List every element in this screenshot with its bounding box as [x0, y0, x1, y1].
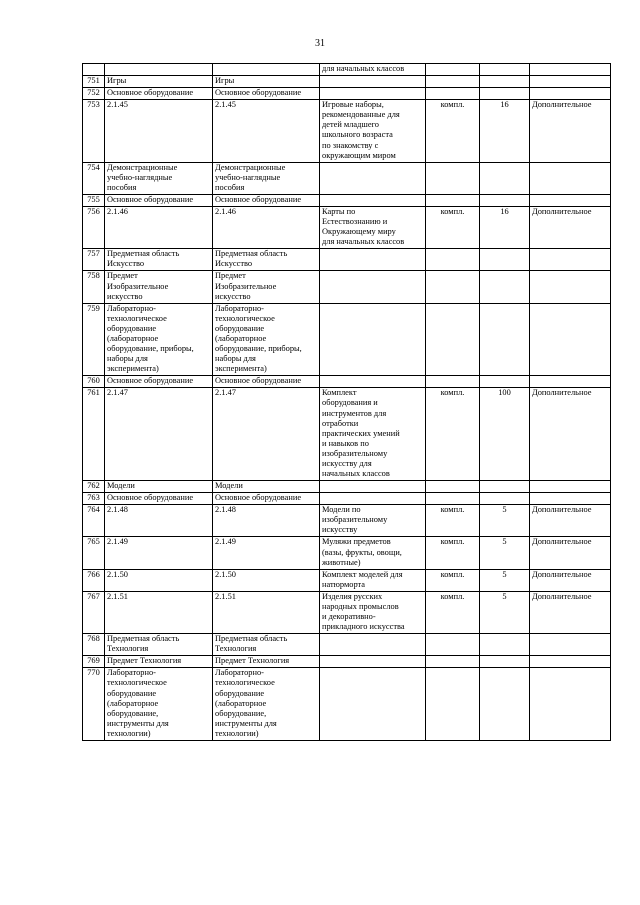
- row-number-cell: 757: [83, 249, 105, 271]
- quantity-cell: [480, 656, 530, 668]
- quantity-cell: [480, 88, 530, 100]
- section-code-2-cell: Лабораторно- технологическое оборудование (лабораторное оборудование, приборы, наборы для эксперимента): [213, 303, 320, 376]
- unit-cell: [426, 668, 480, 741]
- row-number-cell: 765: [83, 537, 105, 569]
- row-number-cell: 764: [83, 505, 105, 537]
- equipment-type-cell: [530, 271, 611, 303]
- equipment-type-cell: Дополнительное: [530, 388, 611, 481]
- section-code-2-cell: 2.1.49: [213, 537, 320, 569]
- quantity-cell: 100: [480, 388, 530, 481]
- section-code-cell: Основное оборудование: [105, 194, 213, 206]
- unit-cell: [426, 376, 480, 388]
- table-row: [83, 76, 611, 88]
- section-code-cell: Лабораторно- технологическое оборудование (лабораторное оборудование, приборы, наборы для эксперимента): [105, 303, 213, 376]
- section-code-cell: Основное оборудование: [105, 88, 213, 100]
- row-number-cell: 766: [83, 569, 105, 591]
- table-row: [83, 505, 611, 537]
- item-name-cell: [320, 481, 426, 493]
- section-code-cell: Предмет Изобразительное искусство: [105, 271, 213, 303]
- section-code-2-cell: Модели: [213, 481, 320, 493]
- section-code-2-cell: Предмет Технология: [213, 656, 320, 668]
- item-name-cell: [320, 376, 426, 388]
- equipment-type-cell: [530, 162, 611, 194]
- item-name-cell: [320, 271, 426, 303]
- equipment-type-cell: [530, 668, 611, 741]
- equipment-type-cell: Дополнительное: [530, 569, 611, 591]
- section-code-cell: 2.1.45: [105, 100, 213, 162]
- equipment-type-cell: Дополнительное: [530, 100, 611, 162]
- row-number-cell: 759: [83, 303, 105, 376]
- section-code-cell: 2.1.50: [105, 569, 213, 591]
- unit-cell: [426, 76, 480, 88]
- section-code-cell: 2.1.47: [105, 388, 213, 481]
- table-row: [83, 88, 611, 100]
- section-code-cell: Предмет Технология: [105, 656, 213, 668]
- item-name-cell: Модели по изобразительному искусству: [320, 505, 426, 537]
- row-number-cell: 762: [83, 481, 105, 493]
- item-name-cell: [320, 88, 426, 100]
- table-row: [83, 249, 611, 271]
- table-row: [83, 162, 611, 194]
- section-code-cell: 2.1.48: [105, 505, 213, 537]
- table-row: [83, 376, 611, 388]
- quantity-cell: [480, 376, 530, 388]
- section-code-2-cell: Основное оборудование: [213, 88, 320, 100]
- quantity-cell: [480, 493, 530, 505]
- section-code-cell: Основное оборудование: [105, 376, 213, 388]
- section-code-2-cell: 2.1.46: [213, 207, 320, 249]
- equipment-type-cell: [530, 656, 611, 668]
- section-code-2-cell: 2.1.50: [213, 569, 320, 591]
- table-row: [83, 493, 611, 505]
- unit-cell: [426, 88, 480, 100]
- equipment-type-cell: Дополнительное: [530, 537, 611, 569]
- unit-cell: [426, 271, 480, 303]
- unit-cell: компл.: [426, 388, 480, 481]
- item-name-cell: [320, 76, 426, 88]
- item-name-cell: [320, 634, 426, 656]
- quantity-cell: [480, 162, 530, 194]
- equipment-type-cell: [530, 76, 611, 88]
- table-row: [83, 64, 611, 76]
- table-row: [83, 207, 611, 249]
- item-name-cell: [320, 493, 426, 505]
- section-code-2-cell: Предметная область Искусство: [213, 249, 320, 271]
- section-code-2-cell: 2.1.45: [213, 100, 320, 162]
- equipment-type-cell: Дополнительное: [530, 207, 611, 249]
- row-number-cell: 760: [83, 376, 105, 388]
- unit-cell: компл.: [426, 591, 480, 633]
- section-code-2-cell: Демонстрационные учебно-наглядные пособия: [213, 162, 320, 194]
- equipment-type-cell: [530, 64, 611, 76]
- unit-cell: компл.: [426, 537, 480, 569]
- row-number-cell: [83, 64, 105, 76]
- item-name-cell: Комплект моделей для натюрморта: [320, 569, 426, 591]
- section-code-2-cell: Лабораторно- технологическое оборудование (лабораторное оборудование, инструменты для технологии): [213, 668, 320, 741]
- quantity-cell: [480, 249, 530, 271]
- unit-cell: компл.: [426, 100, 480, 162]
- item-name-cell: Игровые наборы, рекомендованные для детей младшего школьного возраста по знакомству с окружающим миром: [320, 100, 426, 162]
- unit-cell: [426, 249, 480, 271]
- item-name-cell: Комплект оборудования и инструментов для отработки практических умений и навыков по изобразительному искусству для начальных классов: [320, 388, 426, 481]
- quantity-cell: [480, 194, 530, 206]
- row-number-cell: 752: [83, 88, 105, 100]
- quantity-cell: 5: [480, 591, 530, 633]
- quantity-cell: 5: [480, 505, 530, 537]
- unit-cell: [426, 194, 480, 206]
- quantity-cell: [480, 76, 530, 88]
- table-row: [83, 569, 611, 591]
- row-number-cell: 763: [83, 493, 105, 505]
- quantity-cell: [480, 303, 530, 376]
- unit-cell: [426, 64, 480, 76]
- item-name-cell: [320, 249, 426, 271]
- quantity-cell: 5: [480, 569, 530, 591]
- page-number: 31: [315, 38, 325, 49]
- section-code-cell: Модели: [105, 481, 213, 493]
- quantity-cell: [480, 271, 530, 303]
- section-code-cell: Лабораторно- технологическое оборудование (лабораторное оборудование, инструменты для технологии): [105, 668, 213, 741]
- table-row: [83, 271, 611, 303]
- section-code-2-cell: [213, 64, 320, 76]
- row-number-cell: 755: [83, 194, 105, 206]
- section-code-2-cell: Предмет Изобразительное искусство: [213, 271, 320, 303]
- section-code-2-cell: Основное оборудование: [213, 376, 320, 388]
- table-row: [83, 194, 611, 206]
- section-code-cell: Предметная область Технология: [105, 634, 213, 656]
- quantity-cell: [480, 668, 530, 741]
- section-code-cell: 2.1.46: [105, 207, 213, 249]
- unit-cell: [426, 656, 480, 668]
- table-row: [83, 388, 611, 481]
- section-code-cell: [105, 64, 213, 76]
- section-code-cell: Предметная область Искусство: [105, 249, 213, 271]
- equipment-type-cell: Дополнительное: [530, 505, 611, 537]
- section-code-cell: 2.1.49: [105, 537, 213, 569]
- section-code-cell: Демонстрационные учебно-наглядные пособия: [105, 162, 213, 194]
- row-number-cell: 751: [83, 76, 105, 88]
- row-number-cell: 756: [83, 207, 105, 249]
- item-name-cell: Изделия русских народных промыслов и декоративно- прикладного искусства: [320, 591, 426, 633]
- row-number-cell: 758: [83, 271, 105, 303]
- equipment-type-cell: Дополнительное: [530, 591, 611, 633]
- quantity-cell: [480, 64, 530, 76]
- unit-cell: компл.: [426, 207, 480, 249]
- equipment-type-cell: [530, 88, 611, 100]
- section-code-2-cell: 2.1.48: [213, 505, 320, 537]
- unit-cell: [426, 162, 480, 194]
- table-row: [83, 100, 611, 162]
- unit-cell: [426, 634, 480, 656]
- row-number-cell: 769: [83, 656, 105, 668]
- row-number-cell: 768: [83, 634, 105, 656]
- row-number-cell: 754: [83, 162, 105, 194]
- item-name-cell: [320, 656, 426, 668]
- item-name-cell: [320, 303, 426, 376]
- equipment-table: [82, 63, 611, 741]
- table-row: [83, 303, 611, 376]
- section-code-2-cell: Основное оборудование: [213, 493, 320, 505]
- section-code-2-cell: Игры: [213, 76, 320, 88]
- section-code-cell: Основное оборудование: [105, 493, 213, 505]
- equipment-type-cell: [530, 303, 611, 376]
- quantity-cell: 16: [480, 207, 530, 249]
- item-name-cell: [320, 194, 426, 206]
- table-row: [83, 656, 611, 668]
- item-name-cell: [320, 668, 426, 741]
- quantity-cell: 5: [480, 537, 530, 569]
- equipment-type-cell: [530, 481, 611, 493]
- row-number-cell: 767: [83, 591, 105, 633]
- item-name-cell: Карты по Естествознанию и Окружающему миру для начальных классов: [320, 207, 426, 249]
- table-row: [83, 537, 611, 569]
- unit-cell: компл.: [426, 505, 480, 537]
- equipment-type-cell: [530, 376, 611, 388]
- section-code-2-cell: 2.1.47: [213, 388, 320, 481]
- item-name-cell: Муляжи предметов (вазы, фрукты, овощи, животные): [320, 537, 426, 569]
- row-number-cell: 761: [83, 388, 105, 481]
- row-number-cell: 770: [83, 668, 105, 741]
- table-row: [83, 481, 611, 493]
- section-code-2-cell: 2.1.51: [213, 591, 320, 633]
- unit-cell: [426, 303, 480, 376]
- section-code-2-cell: Предметная область Технология: [213, 634, 320, 656]
- item-name-cell: для начальных классов: [320, 64, 426, 76]
- table-row: [83, 591, 611, 633]
- item-name-cell: [320, 162, 426, 194]
- table-row: [83, 634, 611, 656]
- equipment-type-cell: [530, 249, 611, 271]
- section-code-cell: Игры: [105, 76, 213, 88]
- section-code-cell: 2.1.51: [105, 591, 213, 633]
- equipment-type-cell: [530, 493, 611, 505]
- unit-cell: [426, 481, 480, 493]
- quantity-cell: 16: [480, 100, 530, 162]
- equipment-type-cell: [530, 194, 611, 206]
- equipment-type-cell: [530, 634, 611, 656]
- table-row: [83, 668, 611, 741]
- section-code-2-cell: Основное оборудование: [213, 194, 320, 206]
- row-number-cell: 753: [83, 100, 105, 162]
- unit-cell: компл.: [426, 569, 480, 591]
- quantity-cell: [480, 481, 530, 493]
- quantity-cell: [480, 634, 530, 656]
- unit-cell: [426, 493, 480, 505]
